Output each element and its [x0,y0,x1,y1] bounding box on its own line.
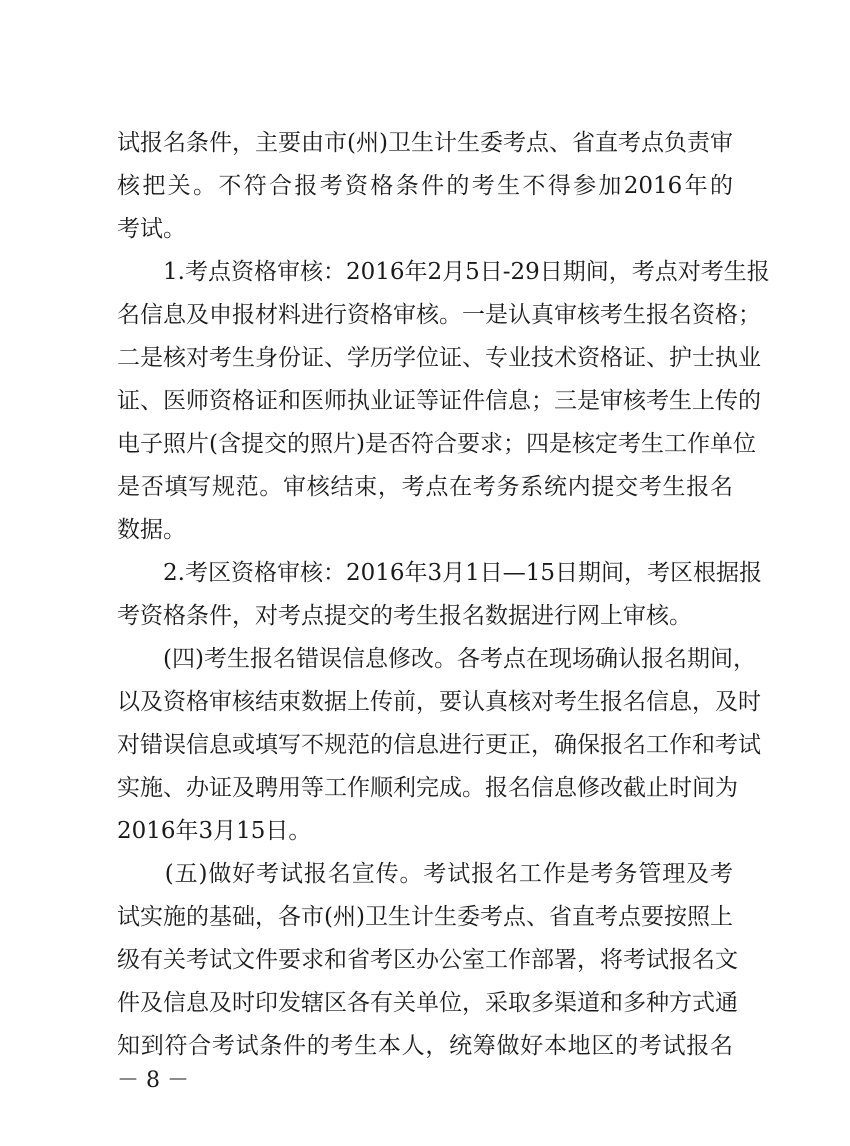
text-line: 件及信息及时印发辖区各有关单位，采取多渠道和多种方式通 [117,990,738,1016]
text-line: 以及资格审核结束数据上传前，要认真核对考生报名信息，及时 [117,689,761,715]
text-line: 级有关考试文件要求和省考区办公室工作部署，将考试报名文 [117,947,738,973]
text-line: 核把关。不符合报考资格条件的考生不得参加2016年的 [117,173,733,199]
text-line: 是否填写规范。审核结束，考点在考务系统内提交考生报名 [117,474,733,500]
text-line: (五)做好考试报名宣传。考试报名工作是考务管理及考 [117,861,733,887]
text-line: 考资格条件，对考点提交的考生报名数据进行网上审核。 [117,603,692,629]
text-line: 2.考区资格审核：2016年3月1日—15日期间，考区根据报 [117,560,763,586]
text-line: 知到符合考试条件的考生本人，统筹做好本地区的考试报名 [117,1033,733,1059]
page-number: － 8 － [117,1068,189,1093]
text-line: 电子照片(含提交的照片)是否符合要求；四是核定考生工作单位 [117,431,756,457]
text-line: 2016年3月15日。 [117,818,312,844]
text-line: 数据。 [117,517,186,543]
text-line: 证、医师资格证和医师执业证等证件信息；三是审核考生上传的 [117,388,761,414]
text-line: 试报名条件，主要由市(州)卫生计生委考点、省直考点负责审 [117,130,733,156]
text-line: 二是核对考生身份证、学历学位证、专业技术资格证、护士执业 [117,345,761,371]
text-line: 试实施的基础，各市(州)卫生计生委考点、省直考点要按照上 [117,904,733,930]
text-line: 名信息及申报材料进行资格审核。一是认真审核考生报名资格； [117,302,761,328]
text-line: 1.考点资格审核：2016年2月5日-29日期间，考点对考生报 [117,259,770,285]
text-line: 对错误信息或填写不规范的信息进行更正，确保报名工作和考试 [117,732,761,758]
text-line: 实施、办证及聘用等工作顺利完成。报名信息修改截止时间为 [117,775,738,801]
text-line: 考试。 [117,216,186,242]
text-line: (四)考生报名错误信息修改。各考点在现场确认报名期间， [117,646,756,672]
